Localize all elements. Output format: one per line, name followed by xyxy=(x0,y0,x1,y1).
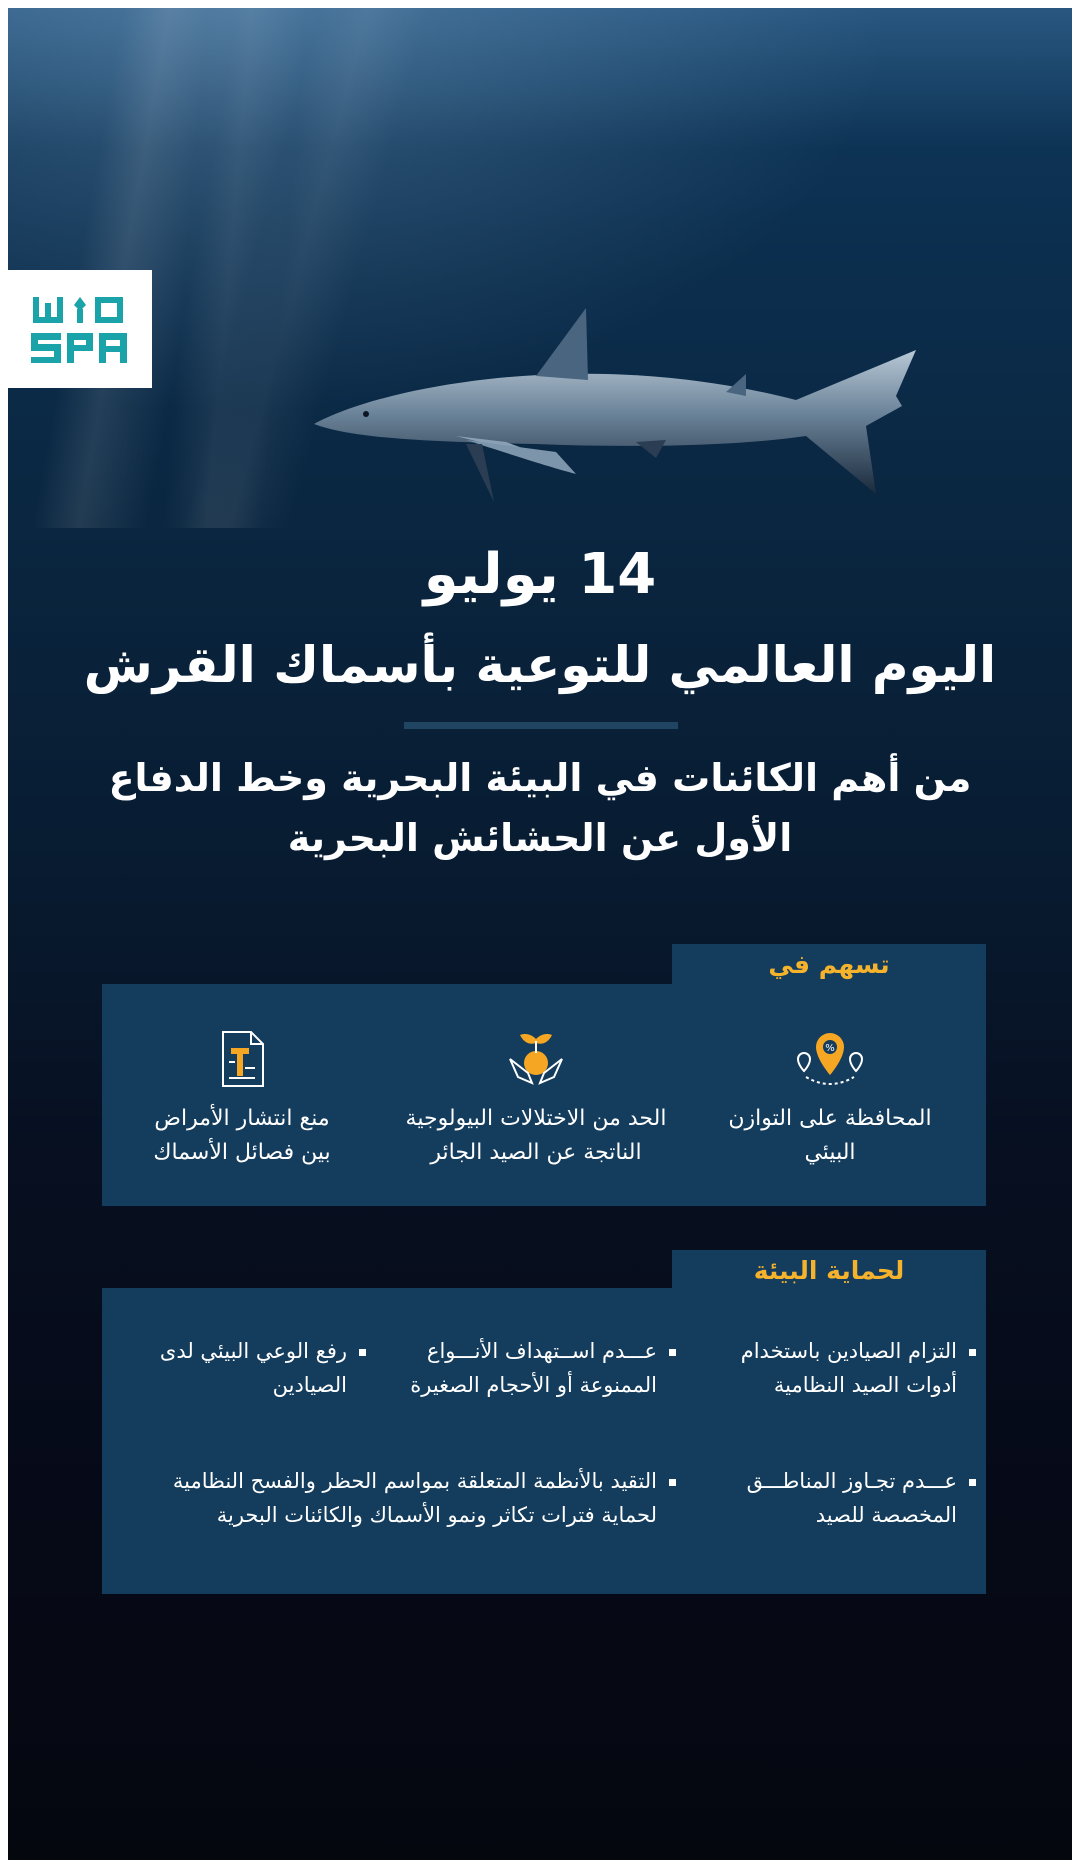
protection-panel xyxy=(102,1288,986,1594)
bullet-protected-species xyxy=(380,1334,676,1402)
feature-balance-line-1: المحافظة على التوازن xyxy=(728,1106,932,1131)
bullet-protected-species-line-2: الممنوعة أو الأحجام الصغيرة xyxy=(410,1373,657,1397)
feature-disease-line-1: منع انتشار الأمراض xyxy=(154,1106,330,1131)
spa-logo xyxy=(8,270,152,388)
bullet-marker xyxy=(969,1479,976,1486)
bullet-marker xyxy=(669,1349,676,1356)
bullet-awareness xyxy=(136,1334,366,1402)
bullet-regulations-line-2: لحماية فترات تكاثر ونمو الأسماك والكائنات البحرية xyxy=(216,1503,657,1527)
bullet-fishing-tools-line-2: أدوات الصيد النظامية xyxy=(773,1373,957,1397)
bullet-marker xyxy=(969,1349,976,1356)
document-icon xyxy=(217,1028,267,1090)
hands-plant-icon xyxy=(506,1029,566,1089)
contributes-tab: تسهم في xyxy=(672,944,986,986)
bullet-fishing-zones-line-2: المخصصة للصيد xyxy=(815,1503,957,1527)
subtitle-line-1: من أهم الكائنات في البيئة البحرية وخط الدفاع xyxy=(108,756,972,800)
bullet-fishing-tools-line-1: التزام الصيادين باستخدام xyxy=(740,1339,957,1363)
bullet-awareness-line-2: الصيادين xyxy=(272,1373,347,1397)
subtitle-line-2: الأول عن الحشائش البحرية xyxy=(287,816,793,860)
feature-disease-line-2: بين فصائل الأسماك xyxy=(153,1140,331,1165)
feature-biological-line-2: الناتجة عن الصيد الجائر xyxy=(430,1140,642,1165)
main-title: اليوم العالمي للتوعية بأسماك القرش xyxy=(83,636,997,694)
feature-biological xyxy=(396,1024,676,1170)
protection-tab: لحماية البيئة xyxy=(672,1250,986,1292)
date-title: 14 يوليو xyxy=(423,542,657,607)
bullet-marker xyxy=(359,1349,366,1356)
location-pin-icon xyxy=(794,1029,866,1089)
svg-text:%: % xyxy=(825,1043,835,1054)
bullet-regulations xyxy=(116,1464,676,1532)
bullet-fishing-zones xyxy=(686,1464,976,1532)
spa-logo-mark xyxy=(25,289,135,369)
bullet-awareness-line-1: رفع الوعي البيئي لدى xyxy=(159,1339,347,1363)
poster xyxy=(8,8,1072,1860)
shark-illustration xyxy=(306,296,932,510)
bullet-fishing-tools xyxy=(686,1334,976,1402)
feature-balance xyxy=(690,1024,970,1170)
water-surface xyxy=(8,8,1072,148)
feature-balance-line-2: البيئي xyxy=(804,1140,856,1165)
contributes-panel xyxy=(102,984,986,1206)
feature-disease xyxy=(102,1024,382,1170)
bullet-regulations-line-1: التقيد بالأنظمة المتعلقة بمواسم الحظر والفسح النظامية xyxy=(172,1469,657,1493)
feature-biological-line-1: الحد من الاختلالات البيولوجية xyxy=(405,1106,667,1131)
title-divider xyxy=(404,722,678,729)
bullet-marker xyxy=(669,1479,676,1486)
bullet-protected-species-line-1: عـــدم اســتهداف الأنـــواع xyxy=(426,1339,657,1363)
subtitle xyxy=(108,748,972,868)
bullet-fishing-zones-line-1: عـــدم تجـاوز المناطـــق xyxy=(746,1469,957,1493)
